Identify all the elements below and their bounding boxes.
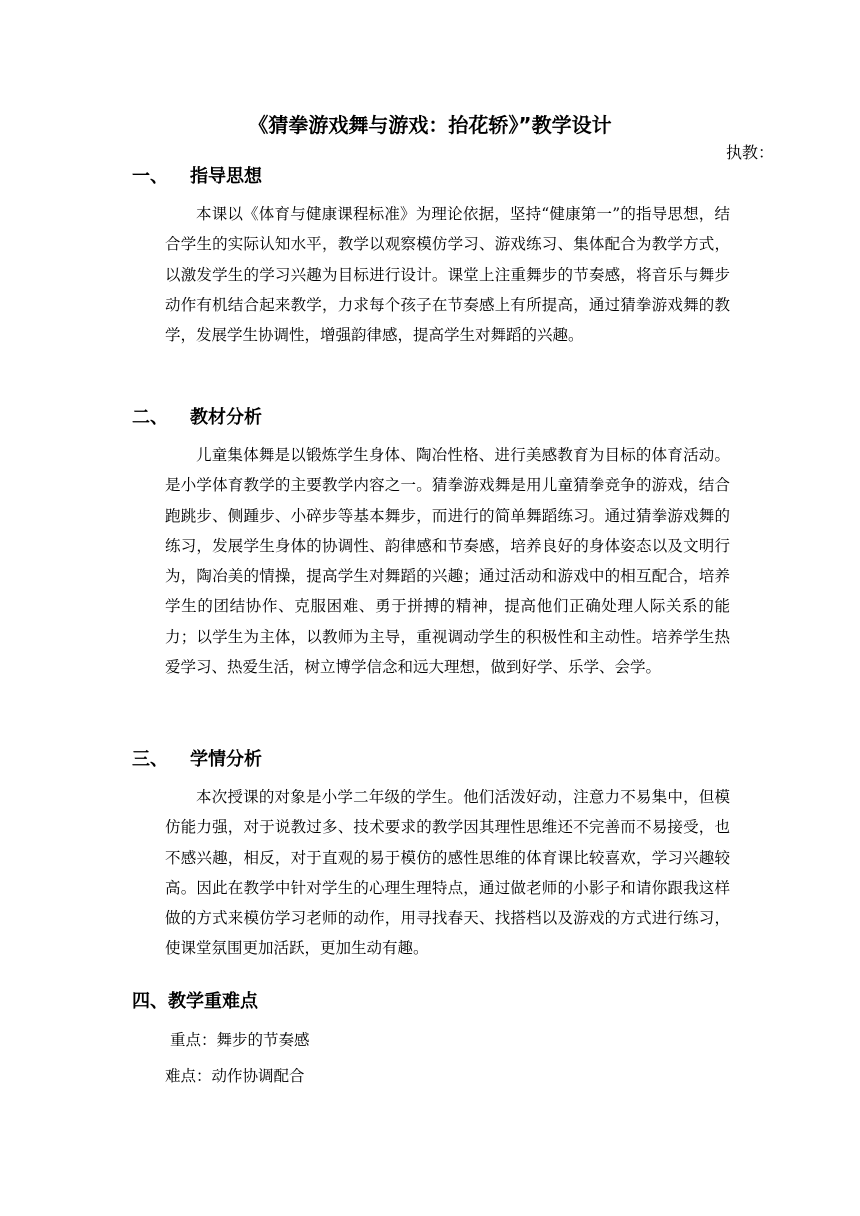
section-body-1: 本课以《体育与健康课程标准》为理论依据，坚持“健康第一”的指导思想，结合学生的实际认知水平，教学以观察模仿学习、游戏练习、集体配合为教学方式，以激发学生的学习兴趣为目标进行设计。课堂上注重舞步的节奏感，将音乐与舞步动作有机结合起来教学，力求每个孩子在节奏感上有所提高，通过猜拳游戏舞的教学，发展学生协调性，增强韵律感，提高学生对舞蹈的兴趣。 [165,205,730,345]
section-title: 教学重难点 [168,991,258,1012]
section-number: 三、 [132,749,168,770]
difficult-point: 难点：动作协调配合 [165,1067,305,1085]
section-number: 四、 [132,991,168,1012]
section-number: 一、 [132,166,168,187]
section-number: 二、 [132,407,168,428]
section-heading-3 [132,746,262,774]
section-heading-2 [132,404,262,432]
key-point: 重点：舞步的节奏感 [170,1031,310,1049]
section-title: 教材分析 [190,407,262,428]
section-body-3: 本次授课的对象是小学二年级的学生。他们活泼好动，注意力不易集中，但模仿能力强，对于说教过多、技术要求的教学因其理性思维还不完善而不易接受，也不感兴趣，相反，对于直观的易于模仿的感性思维的体育课比较喜欢，学习兴趣较高。因此在教学中针对学生的心理生理特点，通过做老师的小影子和请你跟我这样做的方式来模仿学习老师的动作，用寻找春天、找搭档以及游戏的方式进行练习，使课堂氛围更加活跃，更加生动有趣。 [165,788,730,958]
section-heading-4 [132,988,258,1016]
section-title: 指导思想 [190,166,262,187]
teacher-label: 执教： [726,143,775,162]
document-title: 《猜拳游戏舞与游戏：抬花轿》”教学设计 [248,113,612,137]
section-title: 学情分析 [190,749,262,770]
section-body-2: 儿童集体舞是以锻炼学生身体、陶冶性格、进行美感教育为目标的体育活动。是小学体育教学的主要教学内容之一。猜拳游戏舞是用儿童猜拳竞争的游戏，结合跑跳步、侧踵步、小碎步等基本舞步，而进行的简单舞蹈练习。通过猜拳游戏舞的练习，发展学生身体的协调性、韵律感和节奏感，培养良好的身体姿态以及文明行为，陶冶美的情操，提高学生对舞蹈的兴趣；通过活动和游戏中的相互配合，培养学生的团结协作、克服困难、勇于拼搏的精神，提高他们正确处理人际关系的能力；以学生为主体，以教师为主导，重视调动学生的积极性和主动性。培养学生热爱学习、热爱生活，树立博学信念和远大理想，做到好学、乐学、会学。 [165,446,730,677]
section-heading-1 [132,163,262,191]
